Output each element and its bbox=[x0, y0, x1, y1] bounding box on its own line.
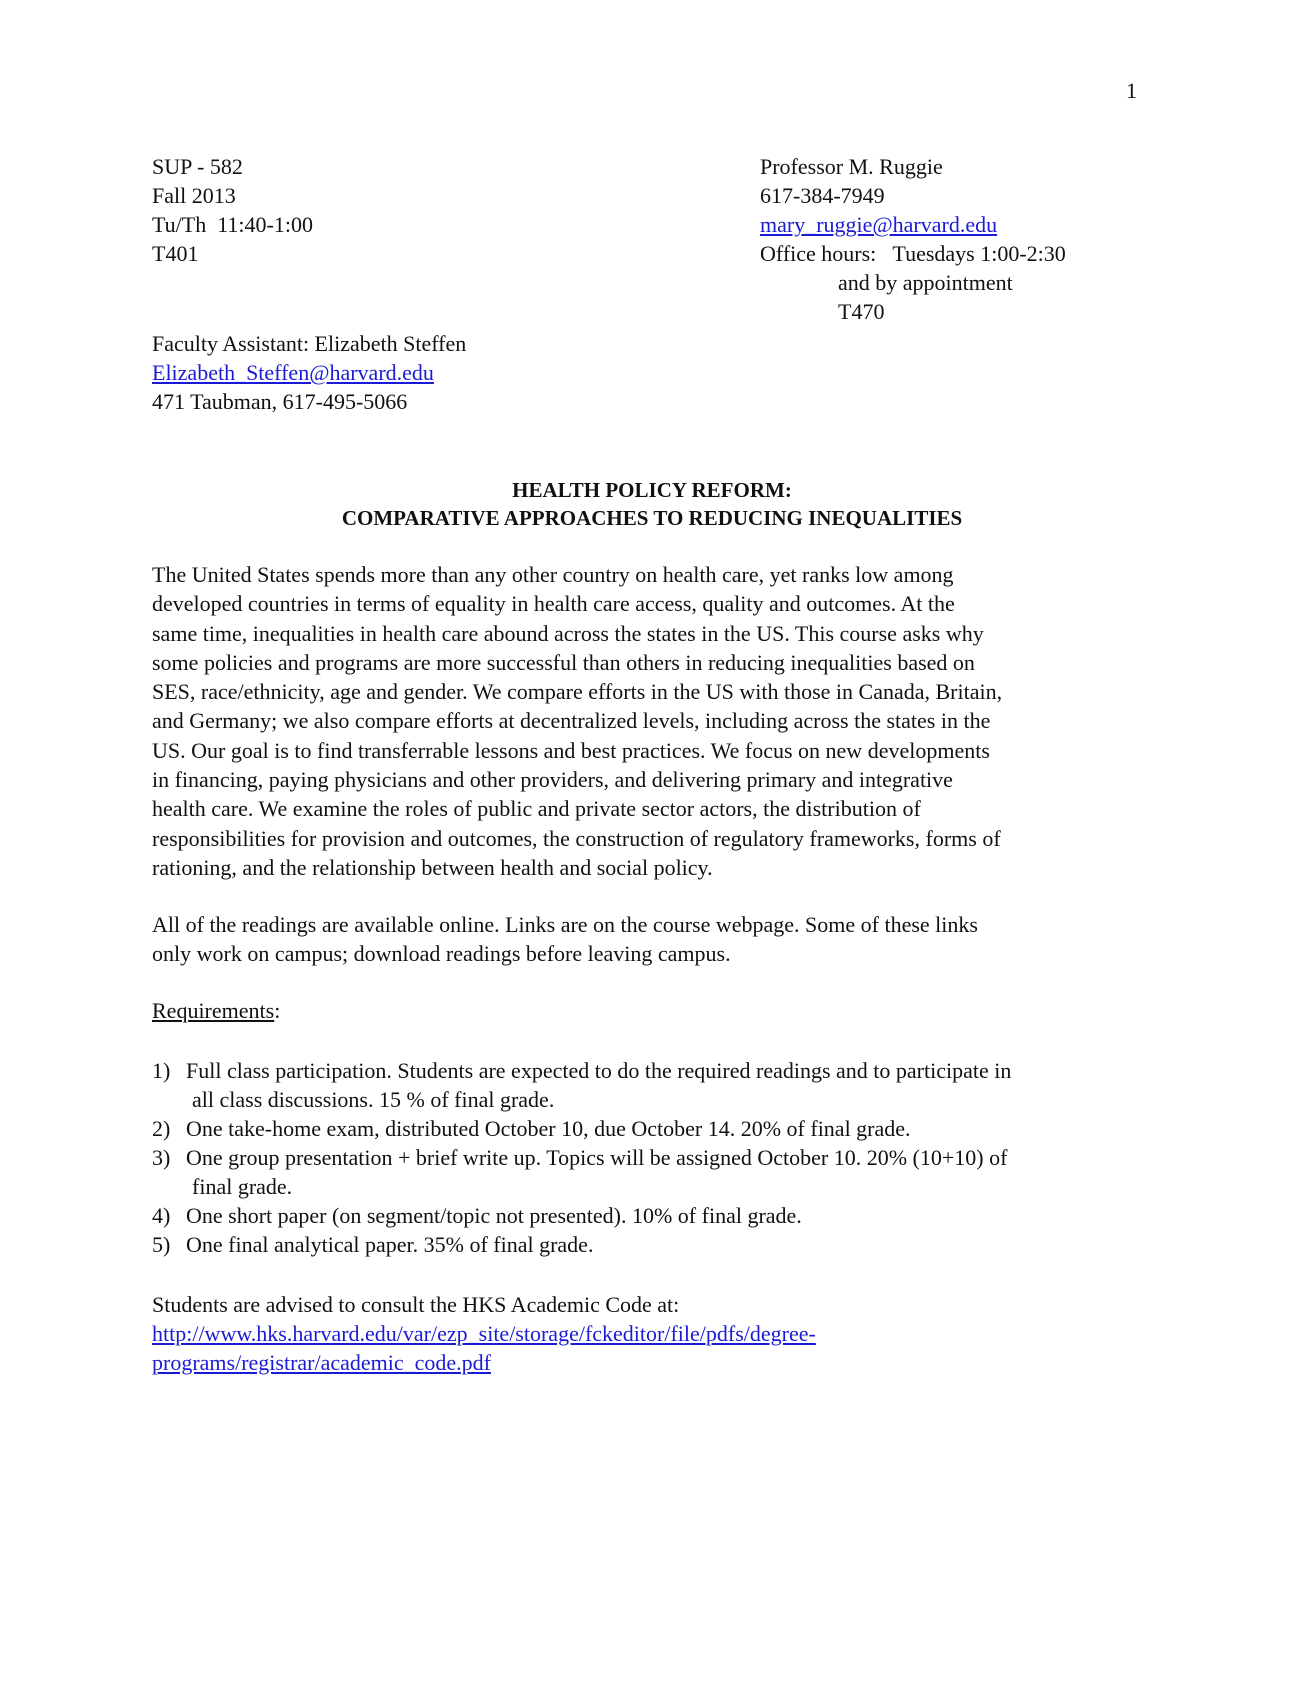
intro-line: SES, race/ethnicity, age and gender. We compare efforts in the US with those in Canada, Britain, bbox=[152, 679, 1003, 705]
requirement-item bbox=[152, 1114, 1146, 1143]
faculty-assistant-info bbox=[152, 329, 466, 416]
academic-code-block bbox=[152, 1290, 816, 1377]
requirement-item bbox=[152, 1143, 1146, 1201]
requirement-text: One take-home exam, distributed October 10, due October 14. 20% of final grade. bbox=[186, 1116, 911, 1141]
academic-code-text: Students are advised to consult the HKS Academic Code at: bbox=[152, 1292, 680, 1317]
academic-code-url-line1: http://www.hks.harvard.edu/var/ezp_site/storage/fckeditor/file/pdfs/degree- bbox=[152, 1321, 816, 1346]
faculty-assistant-label: Faculty Assistant: Elizabeth Steffen bbox=[152, 331, 467, 356]
requirement-item bbox=[152, 1230, 1146, 1259]
academic-code-url-line2: programs/registrar/academic_code.pdf bbox=[152, 1350, 492, 1375]
course-term: Fall 2013 bbox=[152, 183, 236, 208]
professor-email-link[interactable]: mary_ruggie@harvard.edu bbox=[760, 212, 998, 237]
office-hours-row bbox=[760, 239, 1066, 268]
course-title bbox=[152, 476, 1152, 532]
requirement-text-continued: all class discussions. 15 % of final grade. bbox=[192, 1087, 555, 1112]
office-hours-label: Office hours: bbox=[760, 241, 877, 266]
requirement-item bbox=[152, 1201, 1146, 1230]
academic-code-link[interactable] bbox=[152, 1319, 816, 1377]
professor-phone: 617-384-7949 bbox=[760, 183, 885, 208]
intro-line: developed countries in terms of equality in health care access, quality and outcomes. At the bbox=[152, 591, 955, 617]
intro-line: health care. We examine the roles of public and private sector actors, the distribution of bbox=[152, 796, 921, 822]
requirement-text: One group presentation + brief write up. Topics will be assigned October 10. 20% (10+10) of bbox=[186, 1145, 1008, 1170]
intro-line: US. Our goal is to find transferrable lessons and best practices. We focus on new developments bbox=[152, 737, 990, 763]
requirement-text: Full class participation. Students are expected to do the required readings and to participate in bbox=[186, 1058, 1012, 1083]
requirement-item bbox=[152, 1056, 1146, 1114]
intro-line: responsibilities for provision and outcomes, the construction of regulatory frameworks, forms of bbox=[152, 825, 1001, 851]
course-title-line2: COMPARATIVE APPROACHES TO REDUCING INEQUALITIES bbox=[341, 506, 963, 530]
course-title-line1: HEALTH POLICY REFORM: bbox=[512, 478, 792, 502]
requirement-text-continued: final grade. bbox=[192, 1174, 293, 1199]
professor-info bbox=[760, 152, 1066, 326]
page-number: 1 bbox=[1126, 78, 1137, 103]
requirements-list bbox=[152, 1056, 1146, 1259]
readings-line: only work on campus; download readings before leaving campus. bbox=[152, 941, 731, 967]
course-room: T401 bbox=[152, 241, 199, 266]
readings-line: All of the readings are available online. Links are on the course webpage. Some of these links bbox=[152, 912, 978, 937]
course-code: SUP - 582 bbox=[152, 154, 243, 179]
requirement-number: 3) bbox=[152, 1145, 171, 1170]
faculty-assistant-email-link[interactable]: Elizabeth_Steffen@harvard.edu bbox=[152, 360, 434, 385]
requirement-text: One final analytical paper. 35% of final grade. bbox=[186, 1232, 594, 1257]
professor-name: Professor M. Ruggie bbox=[760, 154, 943, 179]
course-schedule: Tu/Th 11:40-1:00 bbox=[152, 212, 313, 237]
office-room: T470 bbox=[838, 299, 885, 324]
intro-line: The United States spends more than any other country on health care, yet ranks low among bbox=[152, 562, 954, 587]
requirements-heading-text: Requirements bbox=[152, 998, 275, 1023]
requirements-heading bbox=[152, 996, 280, 1025]
office-hours-time: Tuesdays 1:00-2:30 bbox=[892, 241, 1066, 266]
requirement-number: 2) bbox=[152, 1116, 171, 1141]
faculty-assistant-location: 471 Taubman, 617-495-5066 bbox=[152, 389, 408, 414]
intro-line: rationing, and the relationship between health and social policy. bbox=[152, 854, 713, 880]
requirement-text: One short paper (on segment/topic not presented). 10% of final grade. bbox=[186, 1203, 802, 1228]
intro-line: same time, inequalities in health care abound across the states in the US. This course asks why bbox=[152, 620, 984, 646]
requirement-number: 5) bbox=[152, 1232, 171, 1257]
office-hours-extra: and by appointment bbox=[838, 270, 1013, 295]
requirement-number: 1) bbox=[152, 1058, 171, 1083]
intro-paragraph bbox=[152, 560, 1146, 882]
requirements-heading-colon: : bbox=[274, 998, 281, 1023]
course-info bbox=[152, 152, 313, 268]
intro-line: in financing, paying physicians and other providers, and delivering primary and integrative bbox=[152, 767, 953, 793]
intro-line: and Germany; we also compare efforts at decentralized levels, including across the states in the bbox=[152, 708, 991, 734]
requirement-number: 4) bbox=[152, 1203, 171, 1228]
readings-paragraph bbox=[152, 910, 1146, 969]
intro-line: some policies and programs are more successful than others in reducing inequalities based on bbox=[152, 649, 975, 675]
